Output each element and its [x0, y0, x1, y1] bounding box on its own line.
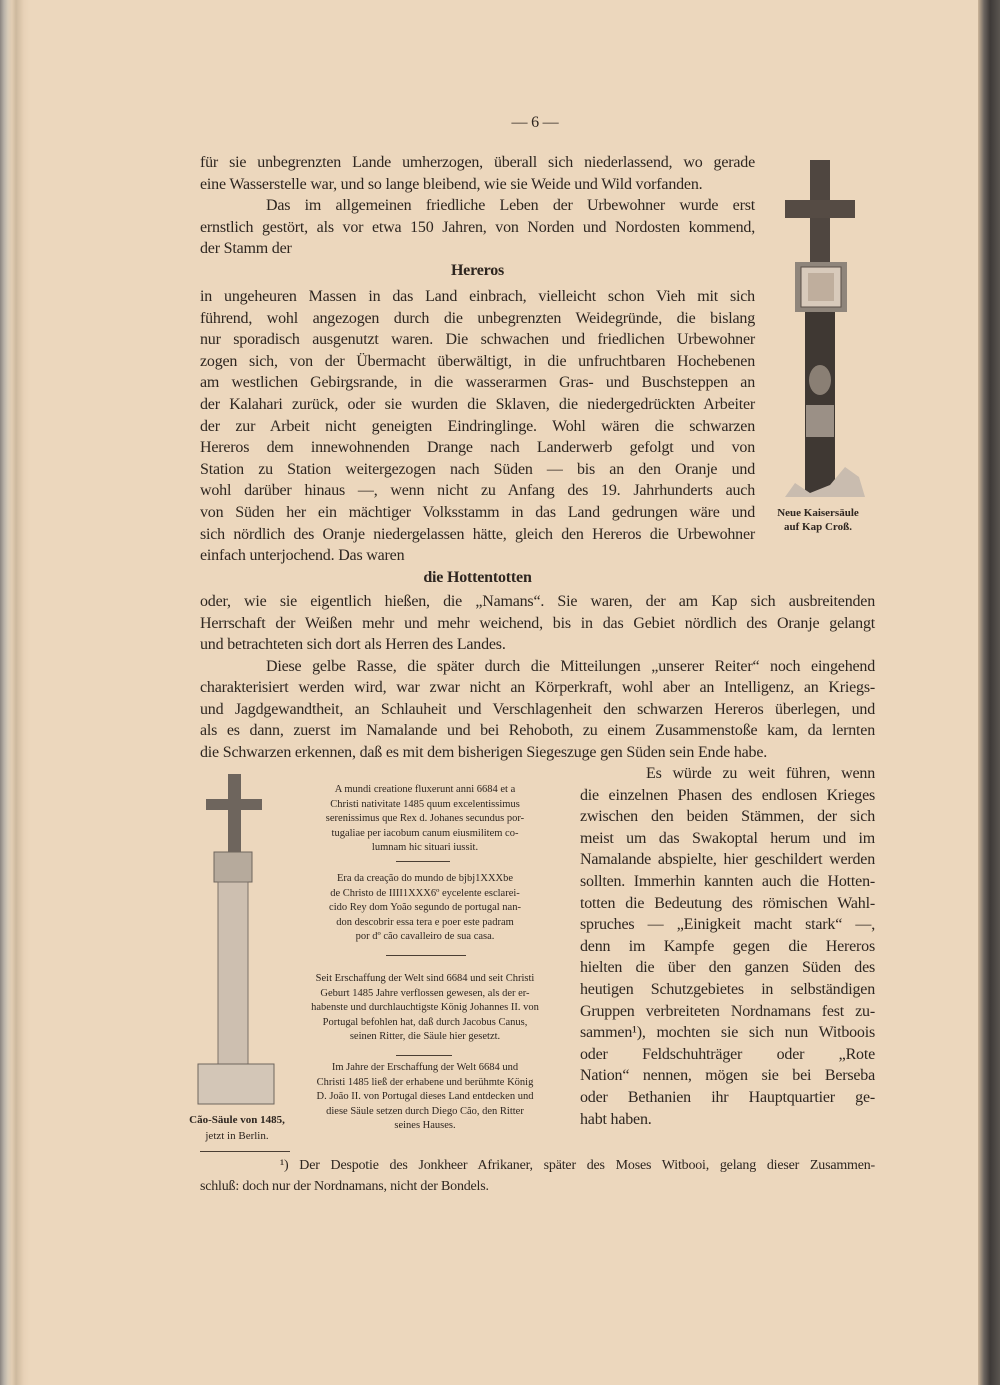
- text-line: Hereros dem innewohnenden Drange nach Landerwerb gefolgt und von: [200, 439, 755, 457]
- inscription-line: Era da creação do mundo de bjbj1XXXbe: [336, 873, 514, 884]
- text-line: hielten die über den ganzen Süden des: [580, 959, 875, 977]
- inscription-line: Christi 1485 ließ der erhabene und berühmte König: [316, 1076, 534, 1088]
- text-line: Gruppen verbreiteten Nordnamans fest zu-: [580, 1002, 875, 1020]
- inscription-line: de Christo de IIII1XXX6º eycelente esclarei-: [330, 887, 520, 899]
- book-binding-edge: [0, 0, 30, 1385]
- text-line: sammen¹), mochten sie sich nun Witboois: [580, 1024, 875, 1042]
- heading-hereros: Hereros: [450, 262, 505, 279]
- inscription-line: Christi nativitate 1485 quum excelentissimus: [330, 798, 520, 810]
- inscription-line: habenste und durchlauchtigste König Johannes II. von: [311, 1002, 539, 1013]
- caption-right-line-2: auf Kap Croß.: [784, 521, 852, 533]
- text-line: zogen sich, von der Übermacht überwältigt, in die unfruchtbaren Hochebenen: [200, 352, 755, 370]
- caption-left-line-1: Cão-Säule von 1485,: [189, 1114, 285, 1126]
- inscription-line: seinen Ritter, die Säule hier gesetzt.: [349, 1031, 501, 1042]
- text-line: heutigen Schutzgebietes in selbständigen: [580, 981, 875, 998]
- text-line: und Jagdgewandtheit, an Schlauheit und Verschlagenheit den schwarzen Hereros überlegen, und: [200, 700, 875, 718]
- divider: [396, 861, 450, 862]
- text-line: Das im allgemeinen friedliche Leben der Urbewohner wurde erst: [266, 197, 755, 215]
- heading-hottentotten: die Hottentotten: [423, 569, 532, 586]
- caption-right-line-1: Neue Kaisersäule: [777, 507, 859, 519]
- inscription-line: Im Jahre der Erschaffung der Welt 6684 und: [331, 1062, 519, 1073]
- footnote-line: ¹) Der Despotie des Jonkheer Afrikaner, später des Moses Witbooi, gelang dieser Zusammen-: [280, 1158, 875, 1173]
- text-line: zwischen den beiden Stämmen, der sich: [580, 808, 875, 826]
- text-line: in ungeheuren Massen in das Land einbrach, vielleicht schon Vieh mit sich: [200, 288, 755, 305]
- text-line: und betrachteten sich dort als Herren des Landes.: [200, 636, 506, 653]
- text-line: nur sporadisch ausgenutzt waren. Die schwachen und friedlichen Urbewohner: [200, 331, 755, 349]
- text-line: Nation“ nennen, mögen sie bei Berseba: [580, 1067, 875, 1085]
- divider: [386, 955, 466, 956]
- text-line: charakterisiert werden wird, war zwar nicht an Körperkraft, wohl aber an Intelligenz, an Kriegs-: [200, 679, 875, 696]
- text-line: oder Bethanien ihr Hauptquartier ge-: [580, 1089, 875, 1106]
- text-line: Namalande abspielte, hier geschildert werden: [580, 851, 875, 869]
- text-line: einfach unterjochend. Das waren: [200, 547, 405, 565]
- inscription-line: seines Hauses.: [394, 1120, 456, 1131]
- inscription-line: cido Rey dom Yoão segundo de portugal nan-: [329, 902, 521, 913]
- inscription-line: tugaliae per iacobum canum eiusmilitem co-: [331, 827, 519, 839]
- text-line: oder, wie sie eigentlich hießen, die „Namans“. Sie waren, der am Kap sich ausbreitenden: [200, 593, 875, 610]
- text-line: als es dann, zuerst im Namalande und bei Rehoboth, zu einem Zusammenstoße kam, da lernten: [200, 722, 875, 739]
- text-line: der zur Arbeit nicht geneigten Eindringlinge. Wohl wären die schwarzen: [200, 417, 755, 435]
- kaisersaeule-illustration: [775, 155, 875, 505]
- cao-saeule-illustration: [192, 772, 282, 1112]
- text-line: am westlichen Gebirgsrande, in die wasserarmen Gras- und Buschsteppen an: [200, 374, 755, 392]
- divider: [396, 1055, 452, 1056]
- inscription-line: Portugal befohlen hat, daß durch Jacobus Canus,: [322, 1016, 528, 1028]
- text-line: meist um das Swakoptal herum und im: [580, 829, 875, 847]
- text-line: die einzelnen Phasen des endlosen Krieges: [580, 786, 875, 804]
- footnote-line: schluß: doch nur der Nordnamans, nicht der Bondels.: [200, 1179, 489, 1194]
- text-line: für sie unbegrenzten Lande umherzogen, überall sich niederlassend, wo gerade: [200, 154, 755, 171]
- inscription-line: diese Säule setzen durch Diego Cão, den Ritter: [326, 1105, 524, 1117]
- inscription-line: Seit Erschaffung der Welt sind 6684 und seit Christi: [315, 973, 535, 984]
- text-line: habt haben.: [580, 1110, 652, 1128]
- inscription-line: A mundi creatione fluxerunt anni 6684 et a: [334, 784, 516, 795]
- text-line: Es würde zu weit führen, wenn: [646, 765, 875, 782]
- text-line: Herrschaft der Weißen mehr und mehr weichend, bis in das Gebiet nördlich des Oranje gelangt: [200, 614, 875, 632]
- text-line: der Stamm der: [200, 240, 292, 258]
- caption-left-line-2: jetzt in Berlin.: [205, 1130, 269, 1142]
- footnote-divider: [200, 1151, 290, 1152]
- text-line: Diese gelbe Rasse, die später durch die Mitteilungen „unserer Reiter“ noch eingehend: [266, 657, 875, 675]
- text-line: ernstlich gestört, als vor etwa 150 Jahren, von Norden und Nordosten kommend,: [200, 218, 755, 236]
- text-line: spruches — „Einigkeit macht stark“ —,: [580, 916, 875, 934]
- inscription-line: serenissimus que Rex d. Johanes secundus por-: [325, 813, 525, 824]
- inscription-line: por dº cão cavalleiro de sua casa.: [355, 931, 495, 942]
- text-line: wohl darüber hinaus —, wenn nicht zu Anfang des 19. Jahrhunderts auch: [200, 482, 755, 500]
- text-line: denn im Kampfe gegen die Hereros: [580, 937, 875, 955]
- text-line: der Kalahari zurück, oder sie wurden die Sklaven, die niedergedrückten Arbeiter: [200, 396, 755, 413]
- inscription-line: D. João II. von Portugal dieses Land entdecken und: [316, 1091, 534, 1102]
- inscription-line: don descobrir essa tera e poer este padram: [336, 916, 514, 928]
- inscription-line: lumnam hic situari iussit.: [371, 842, 479, 853]
- text-line: die Schwarzen erkennen, daß es mit dem bisherigen Siegeszuge gen Süden sein Ende habe.: [200, 743, 768, 761]
- text-line: eine Wasserstelle war, und so lange bleibend, wie sie Weide und Wild vorfanden.: [200, 175, 703, 193]
- page-number: — 6 —: [511, 114, 559, 131]
- text-line: sollten. Immerhin kannten auch die Hotten-: [580, 873, 875, 890]
- text-line: führend, wohl angezogen durch die unbegrenzten Weidegründe, die bislang: [200, 309, 755, 327]
- page-right-edge: [978, 0, 1000, 1385]
- text-line: oder Feldschuhträger oder „Rote: [580, 1045, 875, 1063]
- inscription-line: Geburt 1485 Jahre verflossen gewesen, als der er-: [320, 987, 530, 999]
- text-line: von Süden her ein mächtiger Volksstamm in das Land gedrungen wäre und: [200, 504, 755, 521]
- text-line: totten die Bedeutung des römischen Wahl-: [580, 894, 875, 912]
- text-line: sich nördlich des Oranje niedergelassen hätte, gleich den Hereros die Urbewohner: [200, 525, 755, 543]
- text-line: Station zu Station weitergezogen nach Süden — bis an den Oranje und: [200, 460, 755, 478]
